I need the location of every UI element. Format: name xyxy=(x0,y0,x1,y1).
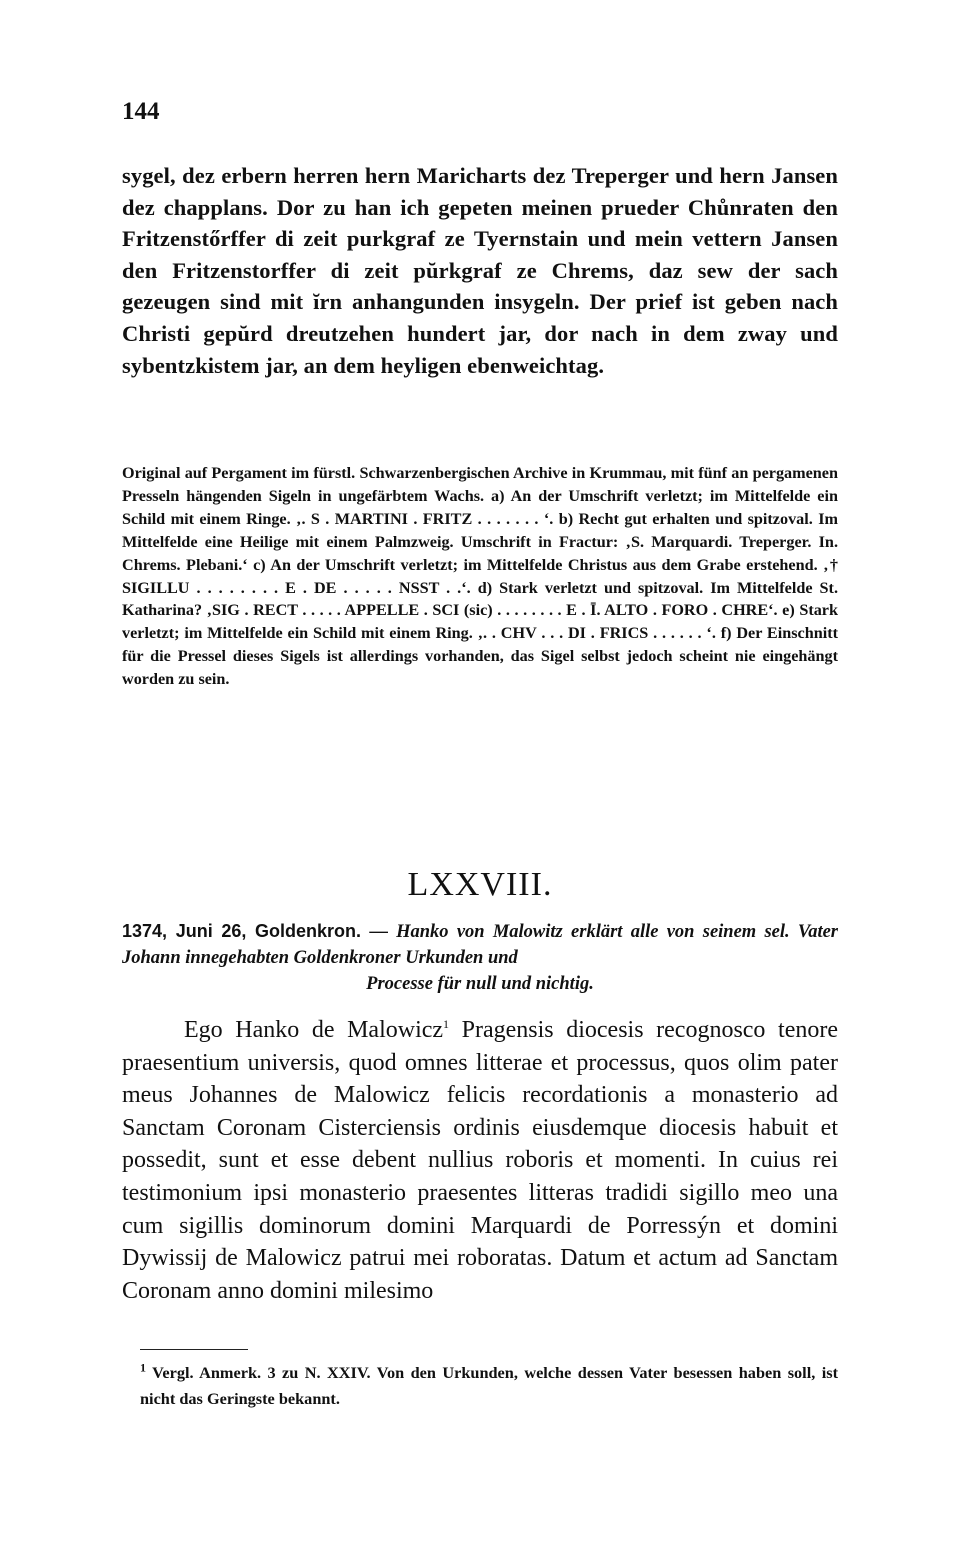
footnote-mark: 1 xyxy=(140,1360,146,1375)
charter-body: Pragensis diocesis recognosco tenore praesentium universis, quod omnes litterae et processus, quos olim pater meus Johannes de Malowicz felicis recordationis a monasterio ad Sanctam Coronam Cisterciensis ordinis eiusdemque diocesis habuit et possedit, sunt et esse debent nullius roboris et momenti. In cuius rei testimonium ipsi monasterio praesentes litteras tradidi sigillo meo una cum sigillis dominorum domini Marquardi de Porressýn et domini Dywissij de Malowicz patrui mei roboratas. Datum et actum ad Sanctam Coronam anno domini milesimo xyxy=(122,1017,838,1304)
footnote-text: Vergl. Anmerk. 3 zu N. XXIV. Von den Urkunden, welche dessen Vater besessen haben soll, ist nicht das Geringste bekannt. xyxy=(140,1363,838,1408)
footnote-reference[interactable]: 1 xyxy=(443,1017,450,1031)
archival-notes: Original auf Pergament im fürstl. Schwarzenbergischen Archive in Krummau, mit fünf an pergamenen Presseln hängenden Sigeln in ungefärbtem Wachs. a) An der Umschrift verletzt; im Mittelfelde ein Schild mit einem Ringe. ‚. S . MARTINI . FRITZ . . . . . . . ‘. b) Recht gut erhalten und spitzoval. Im Mittelfelde eine Heilige mit einem Palmzweig. Umschrift in Fractur: ‚S. Marquardi. Treperger. In. Chrems. Plebani.‘ c) An der Umschrift verletzt; im Mittelfelde Christus aus dem Grabe erstehend. ‚† SIGILLU . . . . . . . . E . DE . . . . . NSST . .‘. d) Stark verletzt und spitzoval. Im Mittelfelde St. Katharina? ‚SIG . RECT . . . . . APPELLE . SCI (sic) . . . . . . . . E . Ī. ALTO . FORO . CHRE‘. e) Stark verletzt; im Mittelfelde ein Schild mit einem Ring. ‚. . CHV . . . DI . FRICS . . . . . . ‘. f) Der Einschnitt für die Pressel dieses Sigels ist allerdings vorhanden, das Sigel selbst jedoch scheint nie eingehängt worden zu sein. xyxy=(122,464,838,689)
regest-date-place: 1374, Juni 26, Goldenkron. xyxy=(122,921,362,941)
regest xyxy=(122,918,838,997)
regest-summary-last-line: Processe für null und nichtig. xyxy=(366,974,594,994)
regest-summary: Hanko von Malowitz erklärt alle von seinem sel. Vater Johann innegehabten Goldenkroner Urkunden und xyxy=(122,922,839,968)
footnote-divider xyxy=(140,1349,248,1350)
regest-dash: — xyxy=(369,922,388,942)
charter-opening: Ego Hanko de Malowicz xyxy=(184,1017,444,1043)
page-number: 144 xyxy=(122,98,160,125)
section-heading: LXXVIII. xyxy=(407,866,553,903)
footnote xyxy=(140,1360,838,1411)
opening-paragraph: sygel, dez erbern herren hern Maricharts dez Treperger und hern Jansen dez chapplans. Dor zu han ich gepeten meinen prueder Chůnraten den Fritzenstőrffer di zeit purkgraf ze Tyernstain und mein vettern Jansen den Fritzenstorffer di zeit pŭrkgraf ze Chrems, daz sew der sach gezeugen sind mit ĭrn anhangunden insygeln. Der prief ist geben nach Christi gepŭrd dreutzehen hundert jar, dor nach in dem zway und sybentzkistem jar, an dem heyligen ebenweichtag. xyxy=(122,163,838,378)
charter-text xyxy=(122,1014,838,1307)
